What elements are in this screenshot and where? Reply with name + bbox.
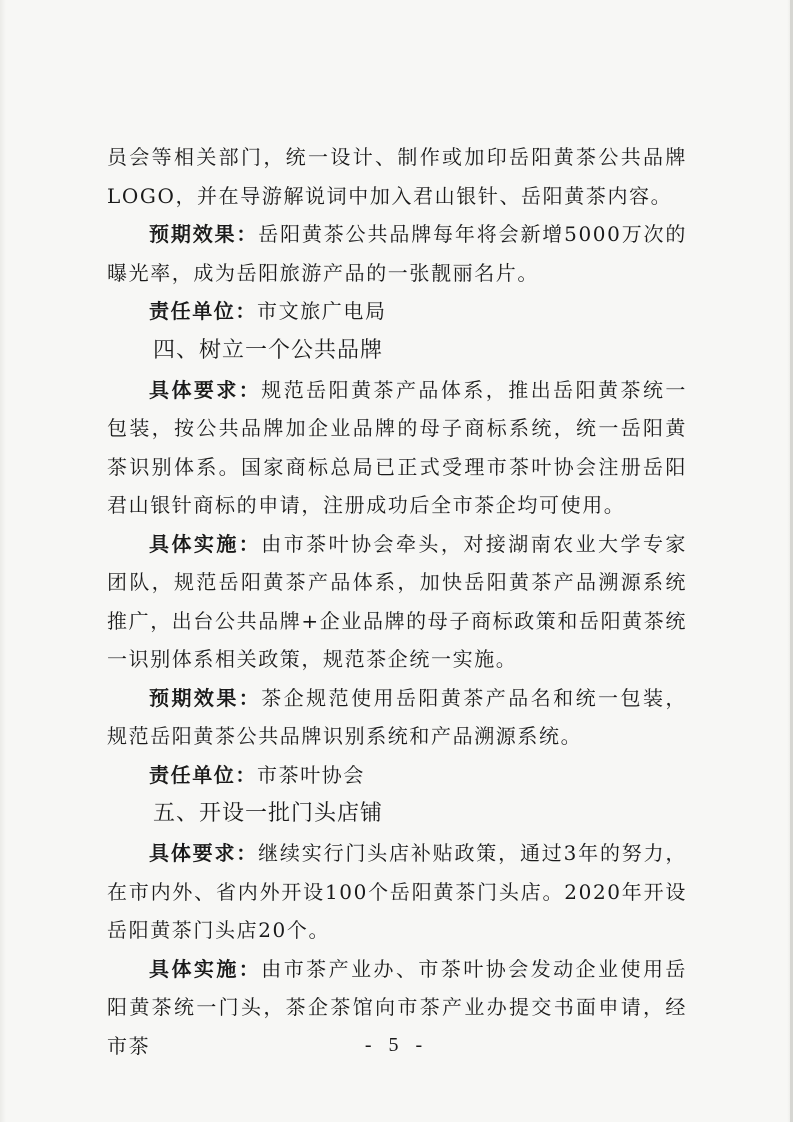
label-expected-effect: 预期效果：: [149, 685, 262, 710]
label-implementation: 具体实施：: [149, 531, 262, 556]
section-heading-4: 四、树立一个公共品牌: [153, 337, 384, 363]
paragraph-text: 岳阳黄茶公共品牌每年将会新增5000万次的曝光率，成为岳阳旅游产品的一张靓丽名片。: [107, 222, 687, 285]
paragraph-text: 由市茶叶协会牵头，对接湖南农业大学专家团队，规范岳阳黄茶产品体系，加快岳阳黄茶产品溯源系统推广，出台公共品牌+企业品牌的母子商标政策和岳阳黄茶统一识别体系相关政策，规范茶企统一实施。: [107, 531, 687, 671]
paragraph-text: 茶企规范使用岳阳黄茶产品名和统一包装，规范岳阳黄茶公共品牌识别系统和产品溯源系统。: [107, 685, 687, 748]
paragraph-specific-requirements-5: [107, 834, 687, 950]
paragraph-text: 规范岳阳黄茶产品体系，推出岳阳黄茶统一包装，按公共品牌加企业品牌的母子商标系统，统一岳阳黄茶识别体系。国家商标总局已正式受理市茶叶协会注册岳阳君山银针商标的申请，注册成功后全市茶企均可使用。: [107, 377, 687, 517]
label-responsible-unit: 责任单位：: [149, 762, 257, 787]
paragraph-responsible-unit-4: [107, 756, 687, 795]
page-number: - 5 -: [364, 1034, 429, 1056]
paragraph-text: 由市茶产业办、市茶叶协会发动企业使用岳阳黄茶统一门头，茶企茶馆向市茶产业办提交书面申请，经市茶: [107, 956, 687, 1058]
paragraph-responsible-unit-1: [107, 292, 687, 331]
paragraph-text: 市文旅广电局: [257, 299, 387, 323]
paragraph-specific-requirements-4: [107, 371, 687, 525]
label-specific-requirements: 具体要求：: [149, 377, 262, 402]
label-specific-requirements: 具体要求：: [149, 841, 259, 865]
paragraph-continuation: 员会等相关部门，统一设计、制作或加印岳阳黄茶公共品牌LOGO，并在导游解说词中加入君山银针、岳阳黄茶内容。: [107, 145, 687, 208]
paragraph-text: 继续实行门头店补贴政策，通过3年的努力，在市内外、省内外开设100个岳阳黄茶门头店。2020年开设岳阳黄茶门头店20个。: [107, 841, 688, 942]
paragraph-expected-effect-4: [107, 679, 687, 756]
label-expected-effect: 预期效果：: [149, 222, 259, 246]
label-implementation: 具体实施：: [149, 956, 262, 981]
section-heading-5: 五、开设一批门头店铺: [153, 801, 384, 826]
paragraph-text: 市茶叶协会: [257, 762, 365, 787]
paragraph-implementation-4: [107, 525, 687, 679]
paragraph-expected-effect-1: [107, 215, 687, 292]
label-responsible-unit: 责任单位：: [149, 299, 257, 323]
document-body: [107, 138, 687, 1065]
